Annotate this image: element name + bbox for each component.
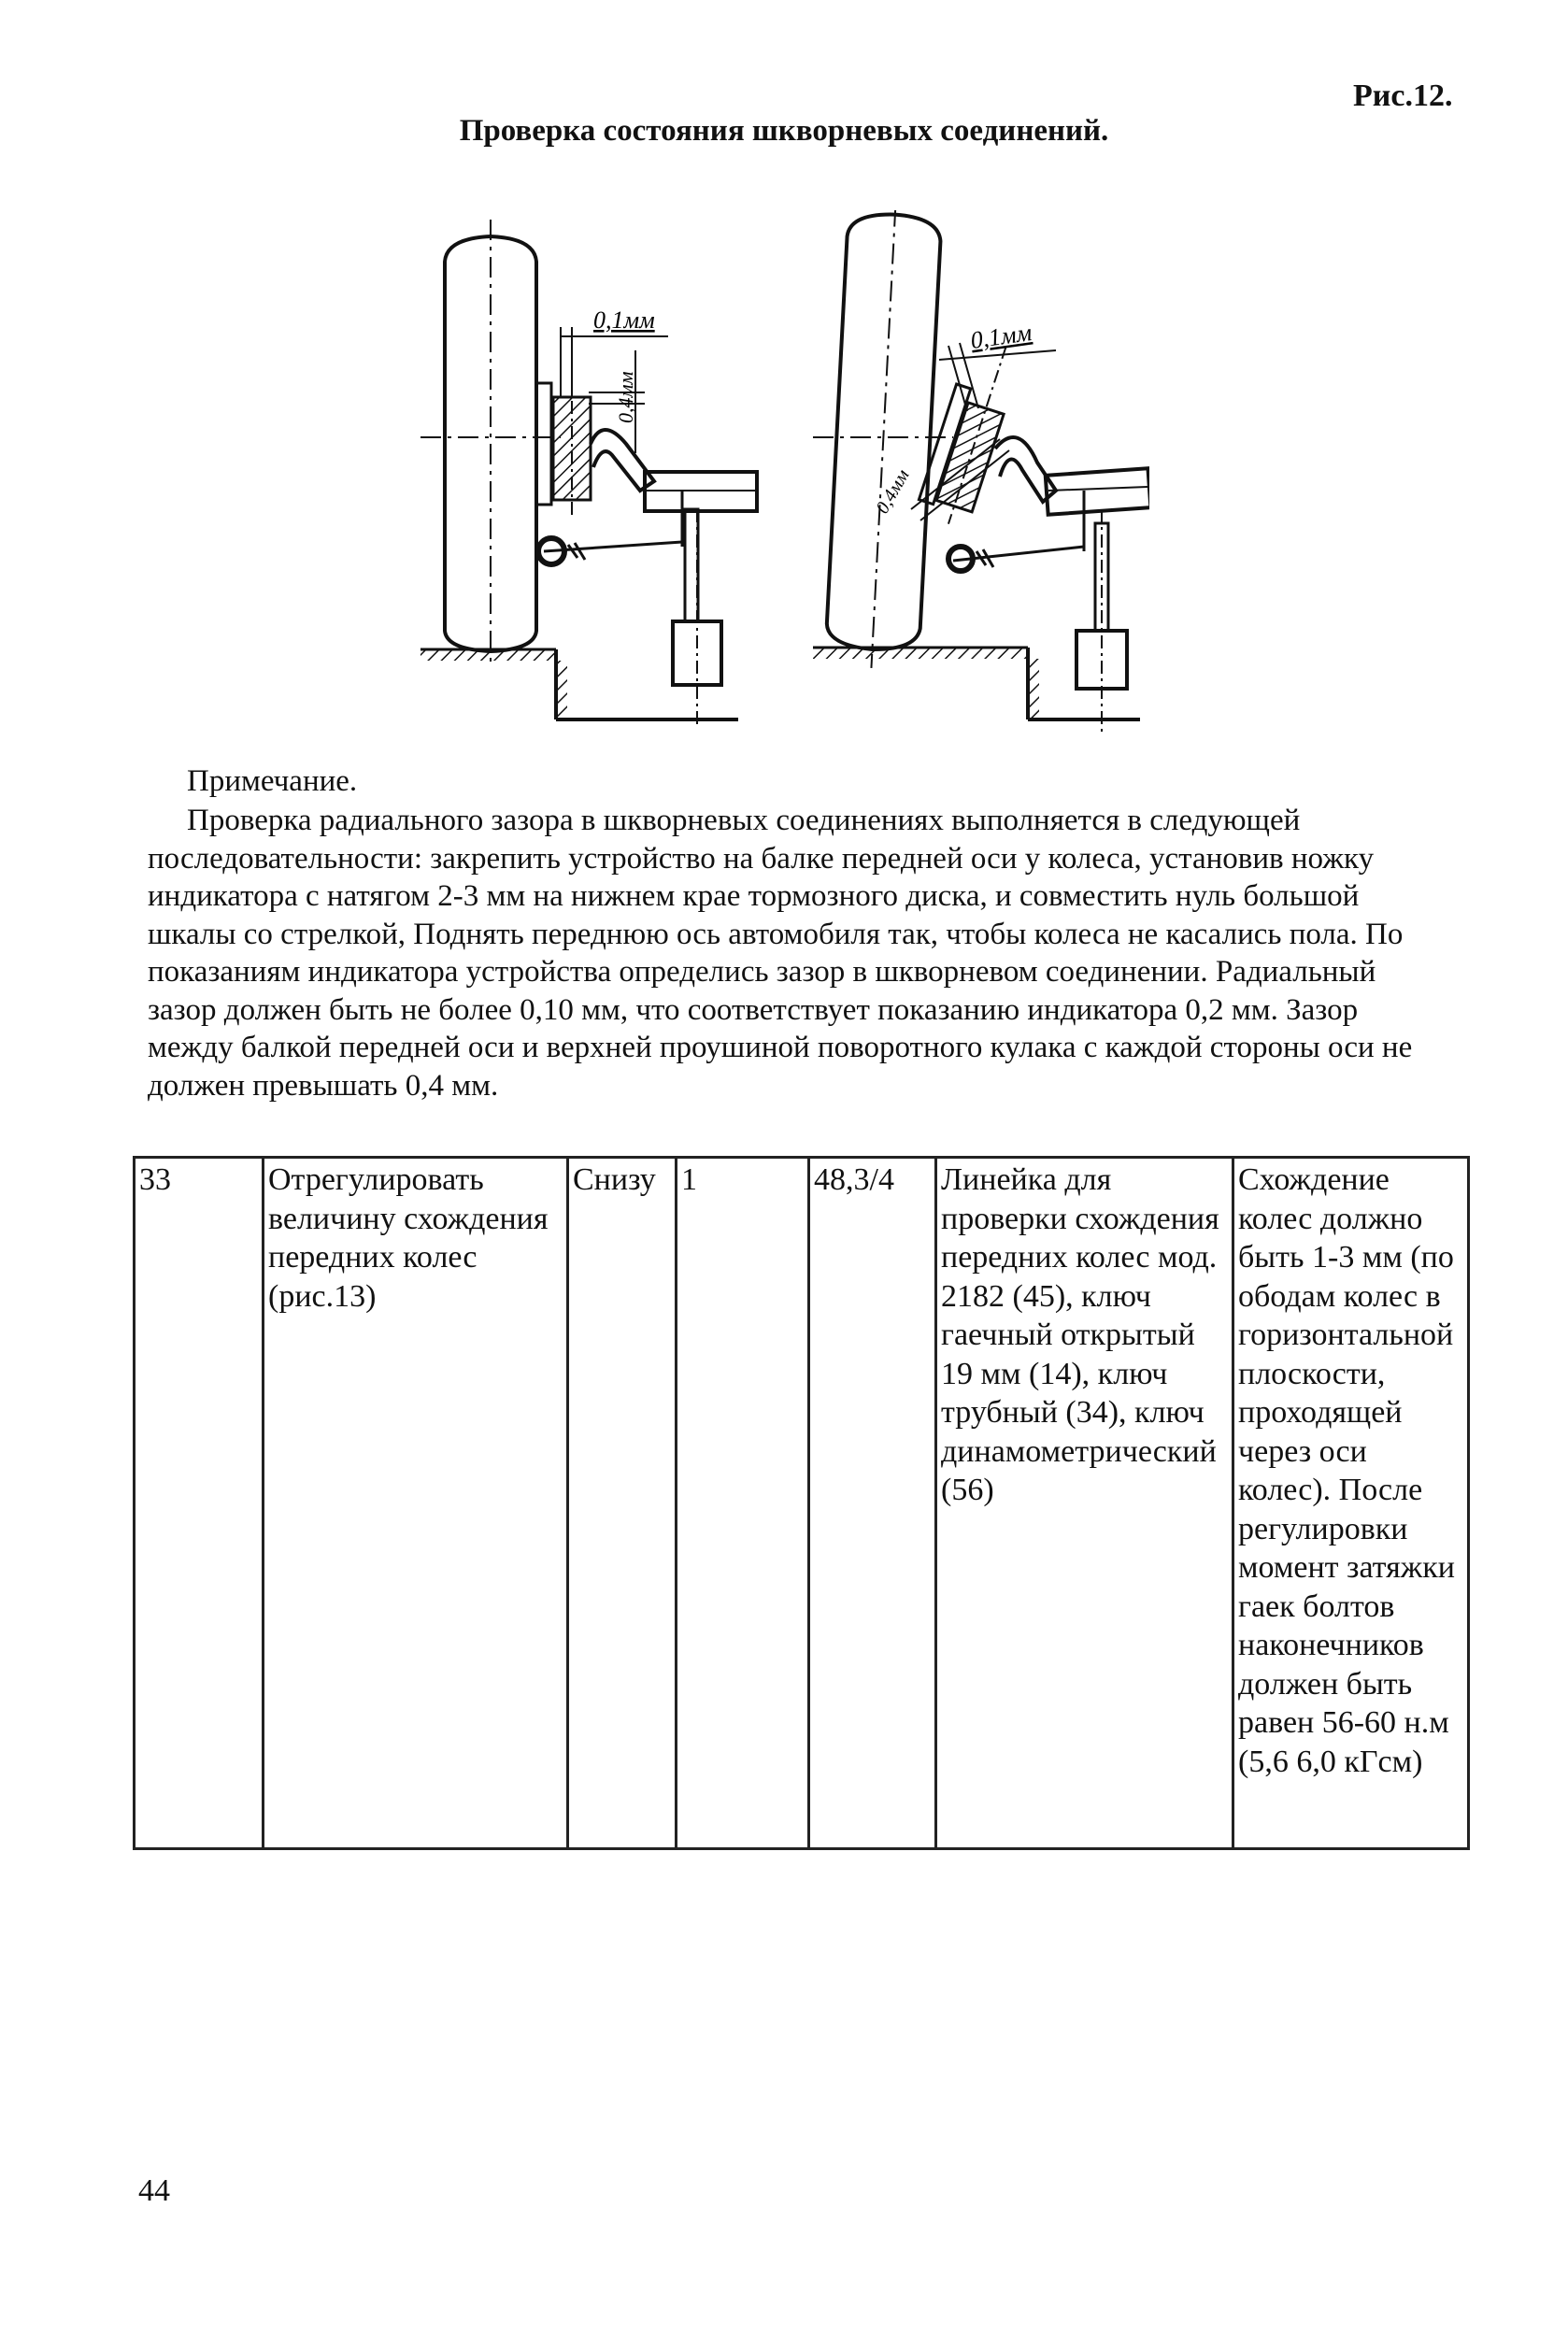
page-title: Проверка состояния шкворневых соединений. xyxy=(459,114,1109,148)
right-dim-horizontal-label: 0,1мм xyxy=(968,319,1033,354)
cell-number: 33 xyxy=(135,1158,264,1849)
left-kingpin-assembly xyxy=(536,350,757,564)
operations-table xyxy=(133,1156,1470,1850)
figure-label: Рис.12. xyxy=(1353,78,1453,113)
kingpin-check-figure xyxy=(402,210,1149,752)
left-wheel xyxy=(421,220,561,668)
left-dim-vertical-label: 0,4мм xyxy=(614,371,637,423)
cell-count: 1 xyxy=(677,1158,809,1849)
cell-tools: Линейка для проверки схождения передних колес мод. 2182 (45), ключ гаечный открытый 19 мм (14), ключ трубный (34), ключ динамометрический (56) xyxy=(936,1158,1233,1849)
right-kingpin-diagram xyxy=(813,210,1149,734)
right-ground xyxy=(813,648,1140,719)
note-text: Проверка радиального зазора в шкворневых соединениях выполняется в следующей последовательности: закрепить устройство на балке передней оси у колеса, установив ножку индикатора с натягом 2-3 мм на нижнем крае тормозного диска, и совместить нуль большой шкалы со стрелкой, Поднять переднюю ось автомобиля так, чтобы колеса не касались пола. По показаниям индикатора устройства определись зазор в шкворневом соединении. Радиальный зазор должен быть не более 0,10 мм, что соответствует показанию индикатора 0,2 мм. Зазор между балкой передней оси и верхней проушиной поворотного кулака с каждой стороны оси не должен превышать 0,4 мм. xyxy=(148,804,1413,1103)
right-dim-slanted-label: 0,4мм xyxy=(872,465,914,518)
right-kingpin-assembly xyxy=(915,335,1149,571)
right-wheel xyxy=(825,210,943,671)
note-heading: Примечание. xyxy=(187,764,358,798)
page-number: 44 xyxy=(138,2173,170,2208)
cell-position: Снизу xyxy=(568,1158,677,1849)
cell-operation: Отрегулировать величину схождения передних колес (рис.13) xyxy=(264,1158,568,1849)
cell-requirements: Схождение колес должно быть 1-3 мм (по ободам колес в горизонтальной плоскости, проходящей через оси колес). После регулировки момент затяжки гаек болтов наконечников должен быть равен 56-60 н.м (5,6 6,0 кГсм) xyxy=(1233,1158,1469,1849)
left-kingpin-diagram xyxy=(421,220,757,729)
left-dim-horizontal-label: 0,1мм xyxy=(593,306,655,334)
cell-time: 48,3/4 xyxy=(809,1158,936,1849)
table-row xyxy=(135,1158,1469,1849)
